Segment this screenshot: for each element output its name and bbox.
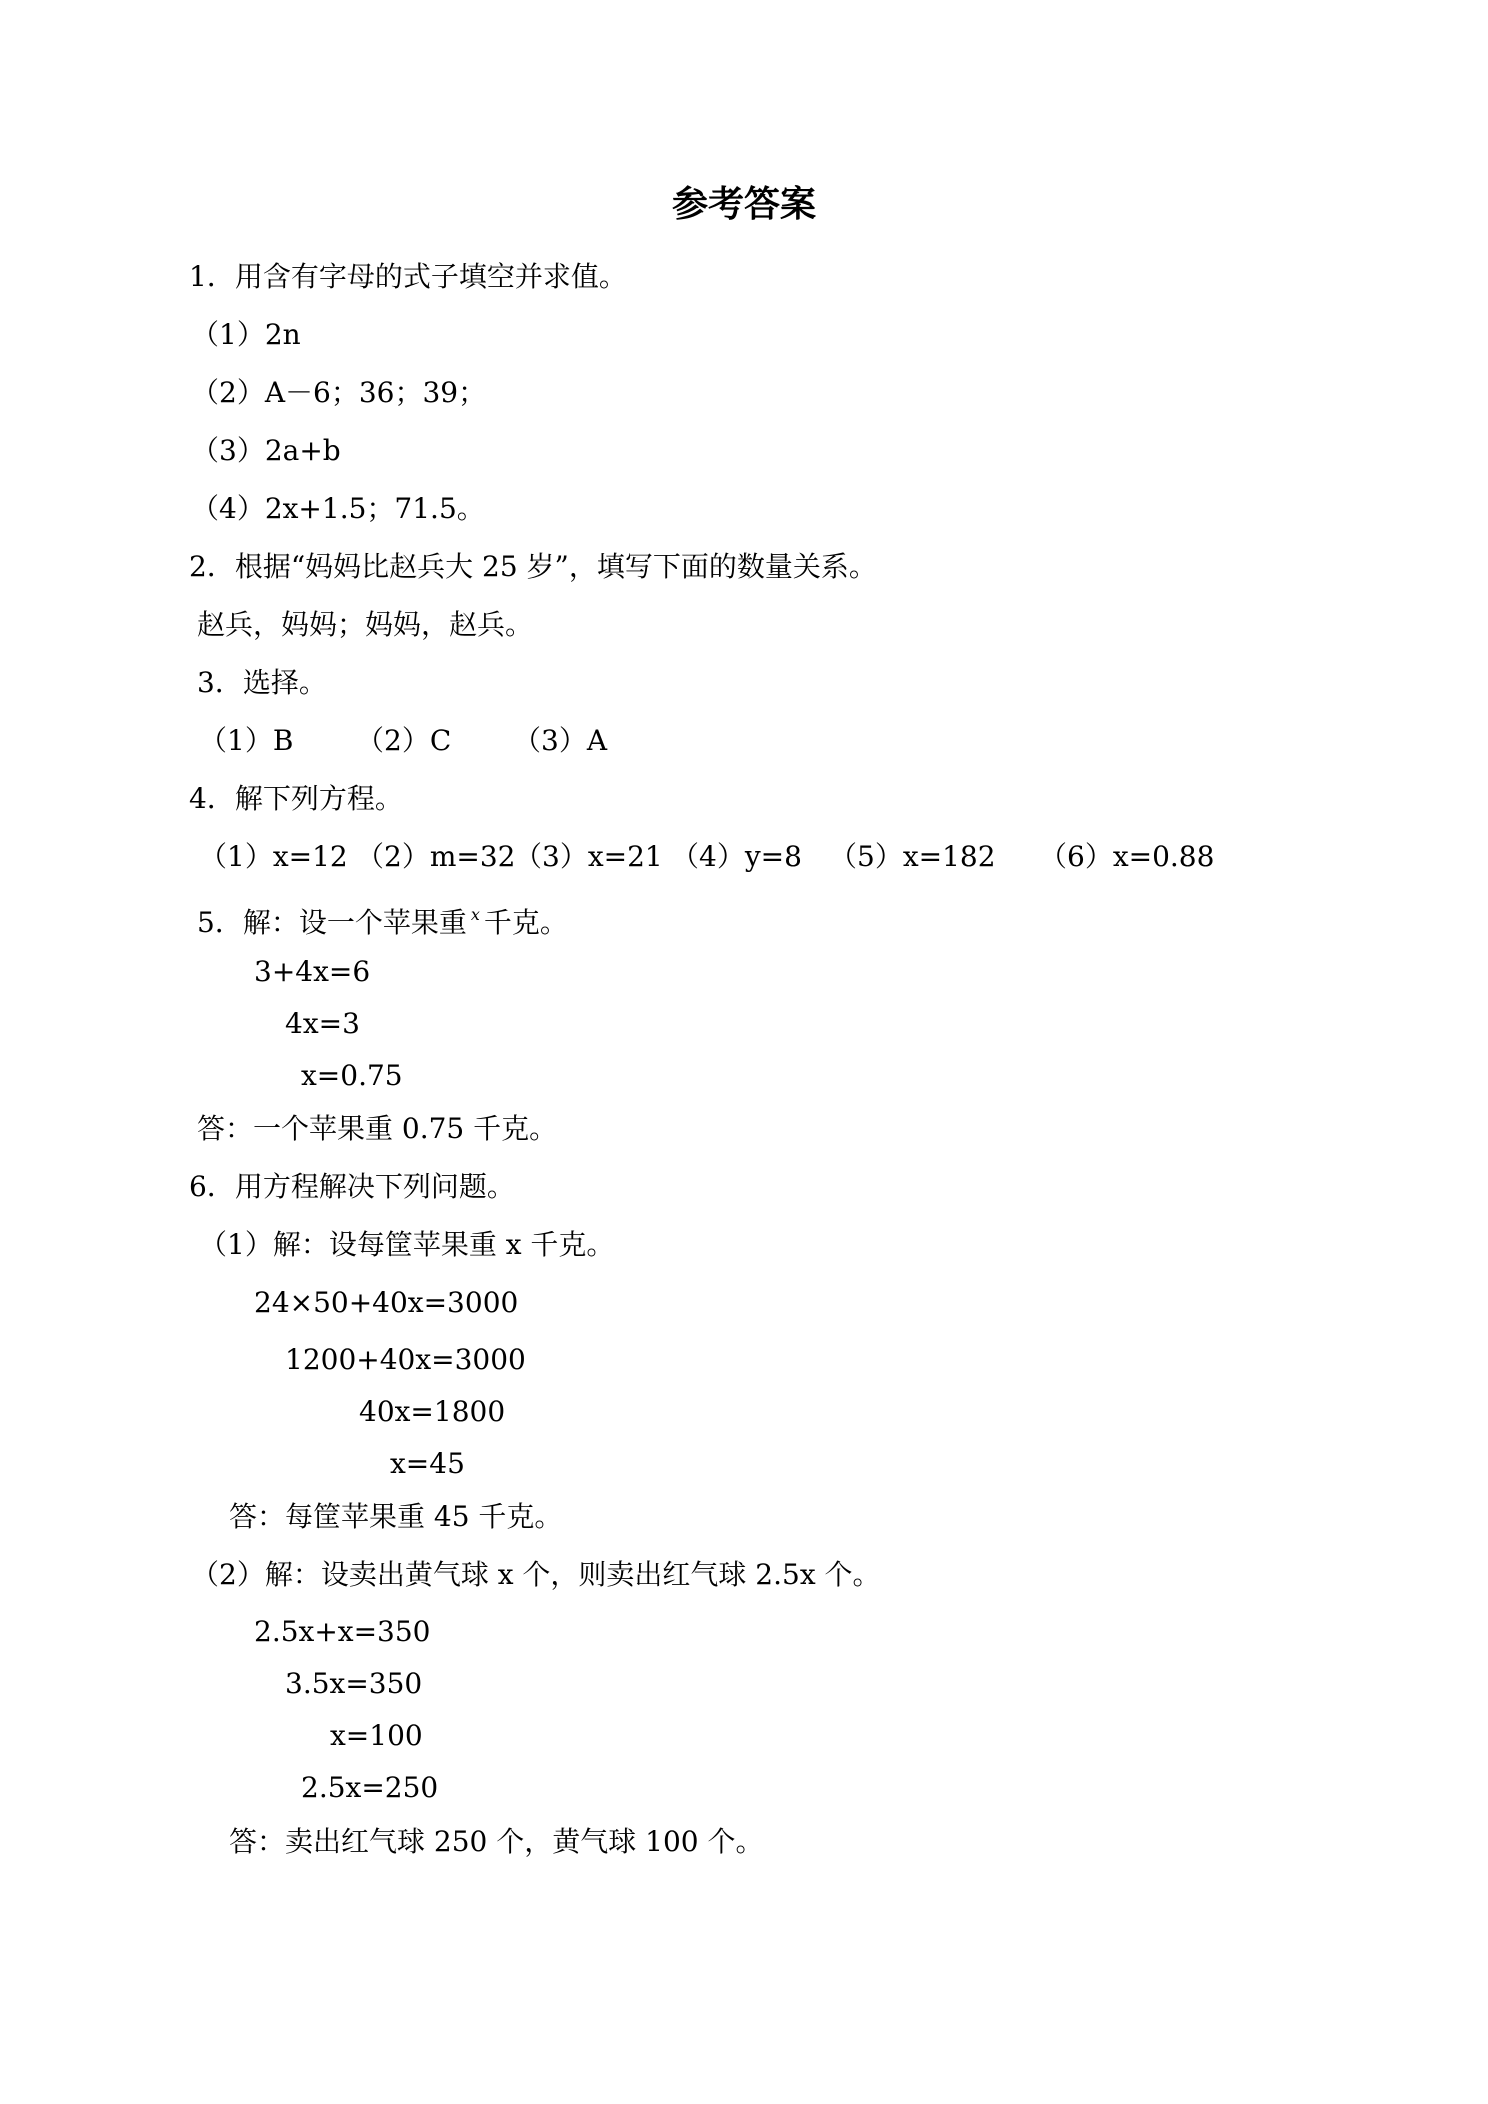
q6-part1-step-3: 40x=1800 (359, 1395, 506, 1428)
q3-heading: 3．选择。 (197, 666, 327, 699)
q6-part1-heading: （1）解：设每筐苹果重 x 千克。 (199, 1228, 615, 1261)
q5-step-2: 4x=3 (285, 1007, 360, 1040)
q6-part2-step-2: 3.5x=350 (285, 1667, 423, 1700)
q5-step-3: x=0.75 (301, 1059, 403, 1092)
q1-answer-4: （4）2x+1.5；71.5。 (191, 492, 485, 525)
q6-part2-step-1: 2.5x+x=350 (254, 1615, 431, 1648)
q5-heading-post: 千克。 (483, 906, 568, 939)
q1-answer-1: （1）2n (191, 318, 301, 351)
q3-answer-2: （2）C (356, 724, 452, 757)
q6-part1-step-4: x=45 (390, 1447, 465, 1480)
q5-answer: 答：一个苹果重 0.75 千克。 (197, 1112, 558, 1145)
q6-part1-step-2: 1200+40x=3000 (285, 1343, 526, 1376)
q6-part2-step-4: 2.5x=250 (301, 1771, 439, 1804)
q4-heading: 4．解下列方程。 (189, 782, 403, 815)
q4-answer-6: （6）x=0.88 (1039, 840, 1215, 873)
q6-part2-answer: 答：卖出红气球 250 个，黄气球 100 个。 (229, 1825, 764, 1858)
q5-heading-pre: 5．解：设一个苹果重 (197, 906, 467, 939)
q3-answer-1: （1）B (199, 724, 294, 757)
q2-heading: 2．根据“妈妈比赵兵大 25 岁”，填写下面的数量关系。 (189, 550, 877, 583)
q2-answer: 赵兵，妈妈；妈妈，赵兵。 (197, 608, 534, 641)
page-title: 参考答案 (671, 184, 816, 225)
q4-answer-1: （1）x=12 (199, 840, 348, 873)
q3-answer-3: （3）A (513, 724, 608, 757)
q5-step-1: 3+4x=6 (254, 955, 371, 988)
q6-part1-step-1: 24×50+40x=3000 (254, 1286, 519, 1319)
q6-part2-step-3: x=100 (330, 1719, 423, 1752)
q6-heading: 6．用方程解决下列问题。 (189, 1170, 515, 1203)
q1-answer-3: （3）2a+b (191, 434, 341, 467)
q5-heading (197, 897, 568, 941)
q5-variable: x (470, 905, 480, 924)
q6-part2-heading: （2）解：设卖出黄气球 x 个，则卖出红气球 2.5x 个。 (191, 1558, 881, 1591)
q4-answer-3: （3）x=21 (514, 840, 663, 873)
q1-heading: 1．用含有字母的式子填空并求值。 (189, 260, 627, 293)
q4-answer-4: （4）y=8 (671, 840, 802, 873)
q1-answer-2: （2）A－6；36；39； (191, 376, 487, 409)
q4-answer-5: （5）x=182 (829, 840, 996, 873)
q6-part1-answer: 答：每筐苹果重 45 千克。 (229, 1500, 563, 1533)
q4-answer-2: （2）m=32 (356, 840, 516, 873)
